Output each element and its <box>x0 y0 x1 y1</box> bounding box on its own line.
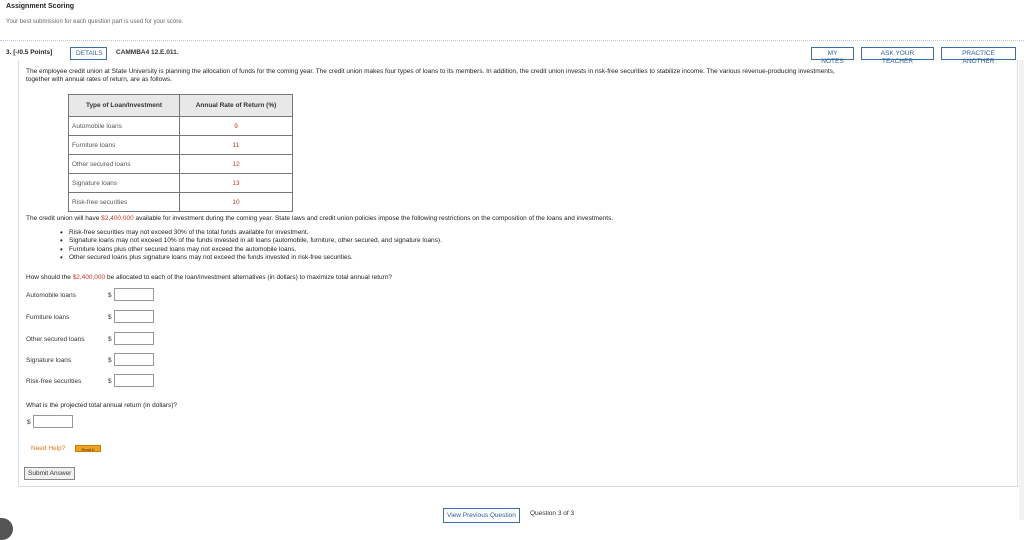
currency-symbol: $ <box>108 378 112 385</box>
table-cell-type: Signature loans <box>69 174 180 193</box>
list-item: • Risk-free securities may not exceed 30% of the total funds available for investment. <box>60 229 960 237</box>
page-title: Assignment Scoring <box>6 3 75 10</box>
furniture-label: Furniture loans <box>26 314 70 321</box>
table-header-type: Type of Loan/Investment <box>69 95 180 117</box>
intro-line-2: together with annual rates of return, are as follows. <box>26 76 172 83</box>
table-header-row <box>69 95 293 117</box>
ask-teacher-button[interactable]: ASK YOUR TEACHER <box>861 47 934 60</box>
risk-free-label: Risk-free securities <box>26 378 82 385</box>
funds-prefix: The credit union will have <box>26 215 102 222</box>
other-secured-label: Other secured loans <box>26 336 85 343</box>
scrollbar[interactable] <box>1019 60 1024 520</box>
funds-amount: $2,400,000 <box>101 215 134 222</box>
funds-statement <box>26 215 1011 222</box>
submit-answer-button[interactable]: Submit Answer <box>24 467 75 480</box>
table-cell-rate: 9 <box>180 117 293 136</box>
table-row <box>69 117 293 136</box>
question-intro <box>26 68 1011 84</box>
signature-loans-input[interactable] <box>114 353 154 366</box>
corner-badge <box>0 518 13 540</box>
signature-label: Signature loans <box>26 357 72 364</box>
currency-symbol: $ <box>108 336 112 343</box>
intro-line-1: The employee credit union at State University is planning the allocation of funds for the coming year. The credit union makes four types of loans to its members. In addition, the credit union invests in risk-free securities to stabilize income. The various revenue-producing investments, <box>26 68 835 75</box>
list-item: • Furniture loans plus other secured loans may not exceed the automobile loans. <box>60 246 960 254</box>
currency-symbol: $ <box>27 419 31 426</box>
list-item: • Signature loans may not exceed 10% of the funds invested in all loans (automobile, furniture, other secured, and signature loans). <box>60 237 960 245</box>
automobile-loans-input[interactable] <box>114 288 154 301</box>
table-row <box>69 174 293 193</box>
returns-table <box>68 94 293 212</box>
question-position: Question 3 of 3 <box>530 510 575 517</box>
other-secured-loans-input[interactable] <box>114 332 154 345</box>
my-notes-button[interactable]: MY NOTES <box>811 47 854 60</box>
return-question: What is the projected total annual return (in dollars)? <box>26 402 178 409</box>
practice-another-button[interactable]: PRACTICE ANOTHER <box>941 47 1016 60</box>
ask-amount: $2,400,000 <box>72 274 106 281</box>
details-button[interactable]: DETAILS <box>70 47 107 60</box>
ask-prefix: How should the <box>26 274 73 281</box>
furniture-loans-input[interactable] <box>114 310 154 323</box>
currency-symbol: $ <box>108 314 112 321</box>
table-cell-type: Furniture loans <box>69 136 180 155</box>
table-row <box>69 193 293 212</box>
table-cell-type: Automobile loans <box>69 117 180 136</box>
divider <box>0 40 1024 41</box>
automobile-label: Automobile loans <box>26 292 76 299</box>
table-cell-type: Risk-free securities <box>69 193 180 212</box>
read-it-button[interactable]: Read It <box>75 445 101 452</box>
currency-symbol: $ <box>108 292 112 299</box>
currency-symbol: $ <box>108 357 112 364</box>
restrictions-list <box>60 229 960 262</box>
page-subtitle: Your best submission for each question part is used for your score. <box>6 19 184 25</box>
list-item: • Other secured loans plus signature loans may not exceed the funds invested in risk-free securities. <box>60 254 960 262</box>
table-cell-rate: 11 <box>180 136 293 155</box>
risk-free-securities-input[interactable] <box>114 374 154 387</box>
ask-suffix: be allocated to each of the loan/investment alternatives (in dollars) to maximize total annual return? <box>105 274 393 281</box>
table-row <box>69 155 293 174</box>
need-help-label: Need Help? <box>31 445 66 452</box>
table-cell-rate: 10 <box>180 193 293 212</box>
table-row <box>69 136 293 155</box>
allocation-question <box>26 274 1011 281</box>
question-code: CAMMBA4 12.E.011. <box>116 49 179 56</box>
total-return-input[interactable] <box>33 415 73 428</box>
view-previous-question-button[interactable]: View Previous Question <box>443 508 520 523</box>
table-cell-rate: 13 <box>180 174 293 193</box>
table-cell-type: Other secured loans <box>69 155 180 174</box>
table-header-rate: Annual Rate of Return (%) <box>180 95 293 117</box>
table-cell-rate: 12 <box>180 155 293 174</box>
question-number: 3. [-/0.5 Points] <box>6 49 53 56</box>
funds-suffix: available for investment during the coming year. State laws and credit union policies impose the following restrictions on the composition of the loans and investments. <box>133 215 614 222</box>
